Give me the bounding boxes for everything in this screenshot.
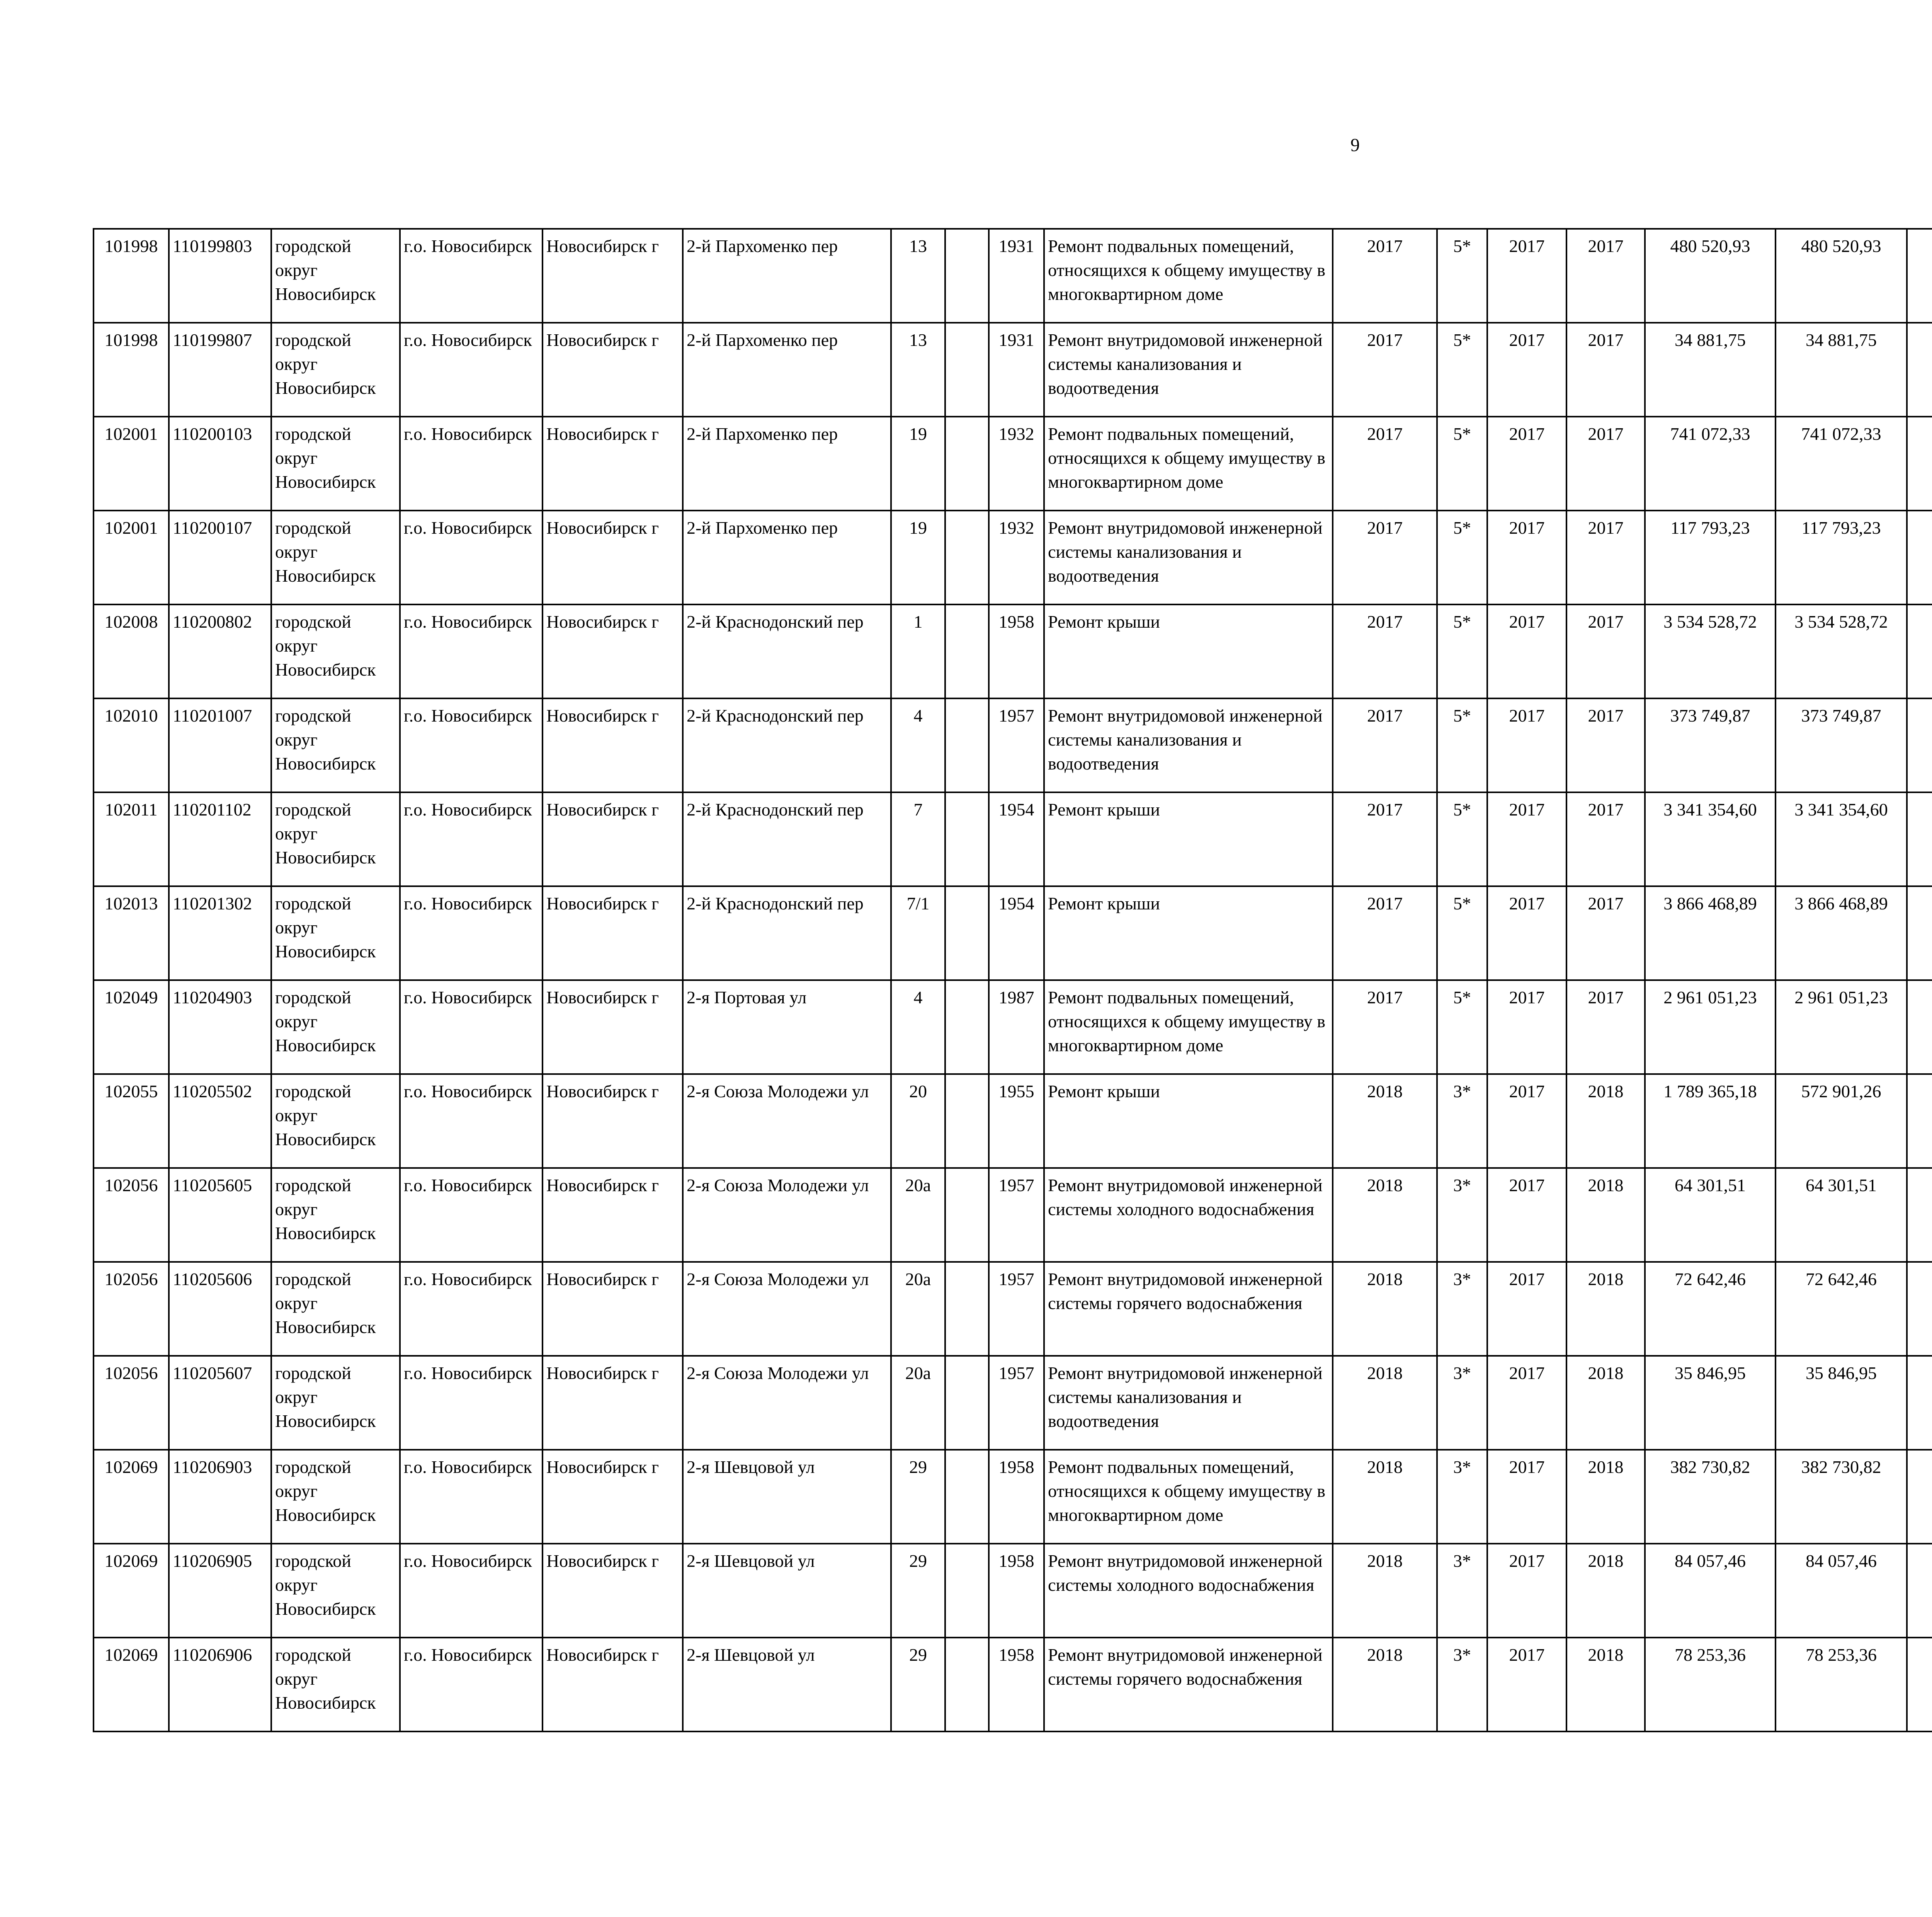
year-from-cell: 2017 [1487,604,1566,698]
extra-value-cell-1 [1907,511,1932,604]
municipality-cell: городской округ Новосибирск [271,323,400,417]
extra-value-cell-1 [1907,698,1932,792]
city-cell: Новосибирск г [543,511,683,604]
table-row [94,604,1932,698]
building-cell [945,511,989,604]
extra-value-cell-1 [1907,1262,1932,1356]
extra-value-cell-1 [1907,886,1932,980]
work-type-cell: Ремонт внутридомовой инженерной системы горячего водоснабжения [1044,1638,1333,1731]
house-number-cell: 13 [891,323,945,417]
priority-cell: 5* [1437,417,1487,511]
priority-cell: 5* [1437,229,1487,323]
year-to-cell: 2017 [1566,980,1645,1074]
plan-year-cell: 2017 [1333,698,1437,792]
year-from-cell: 2017 [1487,417,1566,511]
house-number-cell: 29 [891,1638,945,1731]
table-row [94,1356,1932,1450]
funding-amount-cell: 3 866 468,89 [1776,886,1907,980]
year-from-cell: 2017 [1487,1168,1566,1262]
work-type-cell: Ремонт внутридомовой инженерной системы горячего водоснабжения [1044,1262,1333,1356]
district-cell: г.о. Новосибирск [400,698,543,792]
municipality-cell: городской округ Новосибирск [271,792,400,886]
plan-year-cell: 2018 [1333,1544,1437,1638]
record-code-cell: 110206903 [169,1450,271,1544]
year-built-cell: 1931 [989,323,1044,417]
total-cost-cell: 84 057,46 [1645,1544,1776,1638]
priority-cell: 5* [1437,604,1487,698]
funding-amount-cell: 72 642,46 [1776,1262,1907,1356]
house-number-cell: 4 [891,698,945,792]
year-from-cell: 2017 [1487,511,1566,604]
street-cell: 2-й Краснодонский пер [683,698,891,792]
city-cell: Новосибирск г [543,229,683,323]
house-id-cell: 102056 [94,1262,169,1356]
year-to-cell: 2018 [1566,1544,1645,1638]
district-cell: г.о. Новосибирск [400,323,543,417]
record-code-cell: 110201007 [169,698,271,792]
funding-amount-cell: 741 072,33 [1776,417,1907,511]
house-id-cell: 102049 [94,980,169,1074]
year-to-cell: 2017 [1566,511,1645,604]
year-from-cell: 2017 [1487,1544,1566,1638]
municipality-cell: городской округ Новосибирск [271,698,400,792]
work-type-cell: Ремонт крыши [1044,792,1333,886]
city-cell: Новосибирск г [543,1262,683,1356]
municipality-cell: городской округ Новосибирск [271,1262,400,1356]
priority-cell: 5* [1437,792,1487,886]
municipality-cell: городской округ Новосибирск [271,1638,400,1731]
house-id-cell: 102011 [94,792,169,886]
municipality-cell: городской округ Новосибирск [271,417,400,511]
house-number-cell: 1 [891,604,945,698]
district-cell: г.о. Новосибирск [400,417,543,511]
building-cell [945,323,989,417]
street-cell: 2-я Союза Молодежи ул [683,1074,891,1168]
building-cell [945,1356,989,1450]
total-cost-cell: 382 730,82 [1645,1450,1776,1544]
district-cell: г.о. Новосибирск [400,1638,543,1731]
house-number-cell: 20а [891,1168,945,1262]
district-cell: г.о. Новосибирск [400,229,543,323]
priority-cell: 5* [1437,698,1487,792]
building-cell [945,1450,989,1544]
table-row [94,698,1932,792]
district-cell: г.о. Новосибирск [400,1168,543,1262]
building-cell [945,1168,989,1262]
year-to-cell: 2018 [1566,1262,1645,1356]
year-from-cell: 2017 [1487,1450,1566,1544]
plan-year-cell: 2017 [1333,886,1437,980]
funding-amount-cell: 2 961 051,23 [1776,980,1907,1074]
table-row [94,886,1932,980]
total-cost-cell: 117 793,23 [1645,511,1776,604]
house-id-cell: 102001 [94,511,169,604]
extra-value-cell-1 [1907,1450,1932,1544]
year-built-cell: 1932 [989,511,1044,604]
year-built-cell: 1932 [989,417,1044,511]
record-code-cell: 110201102 [169,792,271,886]
street-cell: 2-й Пархоменко пер [683,417,891,511]
table-row [94,1544,1932,1638]
total-cost-cell: 78 253,36 [1645,1638,1776,1731]
funding-amount-cell: 373 749,87 [1776,698,1907,792]
record-code-cell: 110205605 [169,1168,271,1262]
table-row [94,323,1932,417]
year-from-cell: 2017 [1487,323,1566,417]
extra-value-cell-1 [1907,1356,1932,1450]
plan-year-cell: 2018 [1333,1168,1437,1262]
total-cost-cell: 741 072,33 [1645,417,1776,511]
plan-year-cell: 2017 [1333,604,1437,698]
extra-value-cell-1 [1907,1638,1932,1731]
work-type-cell: Ремонт подвальных помещений, относящихся к общему имуществу в многоквартирном доме [1044,229,1333,323]
municipality-cell: городской округ Новосибирск [271,886,400,980]
year-built-cell: 1954 [989,886,1044,980]
capital-repair-table [93,228,1932,1732]
table-row [94,511,1932,604]
funding-amount-cell: 382 730,82 [1776,1450,1907,1544]
house-id-cell: 102008 [94,604,169,698]
extra-value-cell-1 [1907,980,1932,1074]
year-built-cell: 1957 [989,1168,1044,1262]
total-cost-cell: 373 749,87 [1645,698,1776,792]
municipality-cell: городской округ Новосибирск [271,980,400,1074]
street-cell: 2-я Шевцовой ул [683,1544,891,1638]
district-cell: г.о. Новосибирск [400,792,543,886]
house-id-cell: 102056 [94,1356,169,1450]
plan-year-cell: 2017 [1333,792,1437,886]
total-cost-cell: 480 520,93 [1645,229,1776,323]
plan-year-cell: 2018 [1333,1638,1437,1731]
funding-amount-cell: 572 901,26 [1776,1074,1907,1168]
street-cell: 2-я Портовая ул [683,980,891,1074]
funding-amount-cell: 3 534 528,72 [1776,604,1907,698]
year-from-cell: 2017 [1487,698,1566,792]
building-cell [945,229,989,323]
building-cell [945,980,989,1074]
year-from-cell: 2017 [1487,792,1566,886]
priority-cell: 5* [1437,511,1487,604]
page-number: 9 [1350,135,1360,155]
record-code-cell: 110199803 [169,229,271,323]
priority-cell: 5* [1437,980,1487,1074]
work-type-cell: Ремонт внутридомовой инженерной системы канализования и водоотведения [1044,511,1333,604]
work-type-cell: Ремонт внутридомовой инженерной системы канализования и водоотведения [1044,323,1333,417]
year-to-cell: 2017 [1566,229,1645,323]
building-cell [945,417,989,511]
house-id-cell: 102056 [94,1168,169,1262]
plan-year-cell: 2017 [1333,229,1437,323]
record-code-cell: 110206905 [169,1544,271,1638]
municipality-cell: городской округ Новосибирск [271,229,400,323]
record-code-cell: 110205606 [169,1262,271,1356]
year-to-cell: 2017 [1566,323,1645,417]
house-number-cell: 29 [891,1544,945,1638]
building-cell [945,604,989,698]
city-cell: Новосибирск г [543,417,683,511]
work-type-cell: Ремонт крыши [1044,604,1333,698]
street-cell: 2-я Союза Молодежи ул [683,1168,891,1262]
district-cell: г.о. Новосибирск [400,886,543,980]
plan-year-cell: 2018 [1333,1450,1437,1544]
building-cell [945,886,989,980]
municipality-cell: городской округ Новосибирск [271,1074,400,1168]
total-cost-cell: 3 534 528,72 [1645,604,1776,698]
house-number-cell: 4 [891,980,945,1074]
year-to-cell: 2018 [1566,1356,1645,1450]
house-id-cell: 102069 [94,1450,169,1544]
record-code-cell: 110205607 [169,1356,271,1450]
house-number-cell: 20а [891,1356,945,1450]
district-cell: г.о. Новосибирск [400,604,543,698]
year-to-cell: 2017 [1566,698,1645,792]
house-id-cell: 102001 [94,417,169,511]
work-type-cell: Ремонт крыши [1044,886,1333,980]
year-built-cell: 1957 [989,698,1044,792]
year-built-cell: 1955 [989,1074,1044,1168]
district-cell: г.о. Новосибирск [400,980,543,1074]
house-id-cell: 102055 [94,1074,169,1168]
year-to-cell: 2018 [1566,1638,1645,1731]
total-cost-cell: 34 881,75 [1645,323,1776,417]
year-from-cell: 2017 [1487,980,1566,1074]
city-cell: Новосибирск г [543,604,683,698]
work-type-cell: Ремонт подвальных помещений, относящихся к общему имуществу в многоквартирном доме [1044,980,1333,1074]
year-built-cell: 1958 [989,1450,1044,1544]
year-from-cell: 2017 [1487,1638,1566,1731]
priority-cell: 3* [1437,1168,1487,1262]
plan-year-cell: 2017 [1333,323,1437,417]
municipality-cell: городской округ Новосибирск [271,1356,400,1450]
year-built-cell: 1957 [989,1356,1044,1450]
city-cell: Новосибирск г [543,1168,683,1262]
work-type-cell: Ремонт подвальных помещений, относящихся к общему имуществу в многоквартирном доме [1044,417,1333,511]
city-cell: Новосибирск г [543,1450,683,1544]
plan-year-cell: 2017 [1333,417,1437,511]
year-built-cell: 1931 [989,229,1044,323]
house-id-cell: 102069 [94,1638,169,1731]
district-cell: г.о. Новосибирск [400,511,543,604]
year-to-cell: 2018 [1566,1450,1645,1544]
building-cell [945,1074,989,1168]
extra-value-cell-1 [1907,417,1932,511]
record-code-cell: 110206906 [169,1638,271,1731]
year-built-cell: 1957 [989,1262,1044,1356]
year-built-cell: 1958 [989,604,1044,698]
extra-value-cell-1 [1907,604,1932,698]
city-cell: Новосибирск г [543,698,683,792]
district-cell: г.о. Новосибирск [400,1262,543,1356]
street-cell: 2-й Краснодонский пер [683,604,891,698]
plan-year-cell: 2018 [1333,1074,1437,1168]
total-cost-cell: 3 341 354,60 [1645,792,1776,886]
priority-cell: 3* [1437,1544,1487,1638]
street-cell: 2-я Шевцовой ул [683,1638,891,1731]
house-id-cell: 102013 [94,886,169,980]
year-built-cell: 1954 [989,792,1044,886]
year-from-cell: 2017 [1487,1356,1566,1450]
city-cell: Новосибирск г [543,1544,683,1638]
work-type-cell: Ремонт внутридомовой инженерной системы холодного водоснабжения [1044,1168,1333,1262]
funding-amount-cell: 3 341 354,60 [1776,792,1907,886]
house-id-cell: 101998 [94,229,169,323]
funding-amount-cell: 34 881,75 [1776,323,1907,417]
record-code-cell: 110200103 [169,417,271,511]
total-cost-cell: 72 642,46 [1645,1262,1776,1356]
year-to-cell: 2017 [1566,417,1645,511]
total-cost-cell: 3 866 468,89 [1645,886,1776,980]
record-code-cell: 110204903 [169,980,271,1074]
priority-cell: 3* [1437,1638,1487,1731]
street-cell: 2-й Пархоменко пер [683,229,891,323]
table-row [94,1450,1932,1544]
work-type-cell: Ремонт внутридомовой инженерной системы канализования и водоотведения [1044,698,1333,792]
plan-year-cell: 2018 [1333,1262,1437,1356]
table-row [94,229,1932,323]
table-row [94,1168,1932,1262]
year-to-cell: 2017 [1566,604,1645,698]
record-code-cell: 110200107 [169,511,271,604]
table-row [94,980,1932,1074]
city-cell: Новосибирск г [543,980,683,1074]
priority-cell: 3* [1437,1356,1487,1450]
record-code-cell: 110205502 [169,1074,271,1168]
street-cell: 2-я Союза Молодежи ул [683,1262,891,1356]
year-to-cell: 2017 [1566,792,1645,886]
funding-amount-cell: 84 057,46 [1776,1544,1907,1638]
total-cost-cell: 2 961 051,23 [1645,980,1776,1074]
year-built-cell: 1958 [989,1544,1044,1638]
plan-year-cell: 2018 [1333,1356,1437,1450]
table-row [94,1638,1932,1731]
house-id-cell: 102069 [94,1544,169,1638]
house-number-cell: 29 [891,1450,945,1544]
municipality-cell: городской округ Новосибирск [271,1544,400,1638]
district-cell: г.о. Новосибирск [400,1450,543,1544]
year-from-cell: 2017 [1487,886,1566,980]
total-cost-cell: 64 301,51 [1645,1168,1776,1262]
year-built-cell: 1987 [989,980,1044,1074]
municipality-cell: городской округ Новосибирск [271,1450,400,1544]
year-from-cell: 2017 [1487,229,1566,323]
district-cell: г.о. Новосибирск [400,1074,543,1168]
street-cell: 2-й Краснодонский пер [683,792,891,886]
city-cell: Новосибирск г [543,886,683,980]
street-cell: 2-я Союза Молодежи ул [683,1356,891,1450]
work-type-cell: Ремонт внутридомовой инженерной системы канализования и водоотведения [1044,1356,1333,1450]
city-cell: Новосибирск г [543,1356,683,1450]
city-cell: Новосибирск г [543,1074,683,1168]
city-cell: Новосибирск г [543,1638,683,1731]
house-number-cell: 19 [891,511,945,604]
extra-value-cell-1 [1907,1544,1932,1638]
extra-value-cell-1 [1907,1074,1932,1168]
house-number-cell: 20 [891,1074,945,1168]
year-to-cell: 2018 [1566,1168,1645,1262]
funding-amount-cell: 117 793,23 [1776,511,1907,604]
plan-year-cell: 2017 [1333,511,1437,604]
funding-amount-cell: 480 520,93 [1776,229,1907,323]
street-cell: 2-й Пархоменко пер [683,323,891,417]
work-type-cell: Ремонт подвальных помещений, относящихся к общему имуществу в многоквартирном доме [1044,1450,1333,1544]
extra-value-cell-1 [1907,323,1932,417]
building-cell [945,1638,989,1731]
street-cell: 2-й Пархоменко пер [683,511,891,604]
priority-cell: 5* [1437,323,1487,417]
extra-value-cell-1 [1907,792,1932,886]
street-cell: 2-й Краснодонский пер [683,886,891,980]
record-code-cell: 110199807 [169,323,271,417]
funding-amount-cell: 78 253,36 [1776,1638,1907,1731]
work-type-cell: Ремонт крыши [1044,1074,1333,1168]
year-from-cell: 2017 [1487,1262,1566,1356]
building-cell [945,792,989,886]
funding-amount-cell: 35 846,95 [1776,1356,1907,1450]
house-id-cell: 101998 [94,323,169,417]
table-body [94,229,1932,1731]
municipality-cell: городской округ Новосибирск [271,604,400,698]
municipality-cell: городской округ Новосибирск [271,511,400,604]
priority-cell: 5* [1437,886,1487,980]
house-number-cell: 7/1 [891,886,945,980]
work-type-cell: Ремонт внутридомовой инженерной системы холодного водоснабжения [1044,1544,1333,1638]
plan-year-cell: 2017 [1333,980,1437,1074]
municipality-cell: городской округ Новосибирск [271,1168,400,1262]
street-cell: 2-я Шевцовой ул [683,1450,891,1544]
building-cell [945,1544,989,1638]
year-to-cell: 2017 [1566,886,1645,980]
total-cost-cell: 1 789 365,18 [1645,1074,1776,1168]
city-cell: Новосибирск г [543,792,683,886]
record-code-cell: 110200802 [169,604,271,698]
house-number-cell: 7 [891,792,945,886]
total-cost-cell: 35 846,95 [1645,1356,1776,1450]
year-from-cell: 2017 [1487,1074,1566,1168]
priority-cell: 3* [1437,1262,1487,1356]
extra-value-cell-1 [1907,1168,1932,1262]
record-code-cell: 110201302 [169,886,271,980]
year-built-cell: 1958 [989,1638,1044,1731]
building-cell [945,1262,989,1356]
district-cell: г.о. Новосибирск [400,1356,543,1450]
funding-amount-cell: 64 301,51 [1776,1168,1907,1262]
building-cell [945,698,989,792]
house-id-cell: 102010 [94,698,169,792]
year-to-cell: 2018 [1566,1074,1645,1168]
house-number-cell: 20а [891,1262,945,1356]
extra-value-cell-1 [1907,229,1932,323]
district-cell: г.о. Новосибирск [400,1544,543,1638]
city-cell: Новосибирск г [543,323,683,417]
house-number-cell: 13 [891,229,945,323]
priority-cell: 3* [1437,1074,1487,1168]
table-row [94,792,1932,886]
house-number-cell: 19 [891,417,945,511]
table-row [94,1262,1932,1356]
table-row [94,1074,1932,1168]
table-row [94,417,1932,511]
priority-cell: 3* [1437,1450,1487,1544]
